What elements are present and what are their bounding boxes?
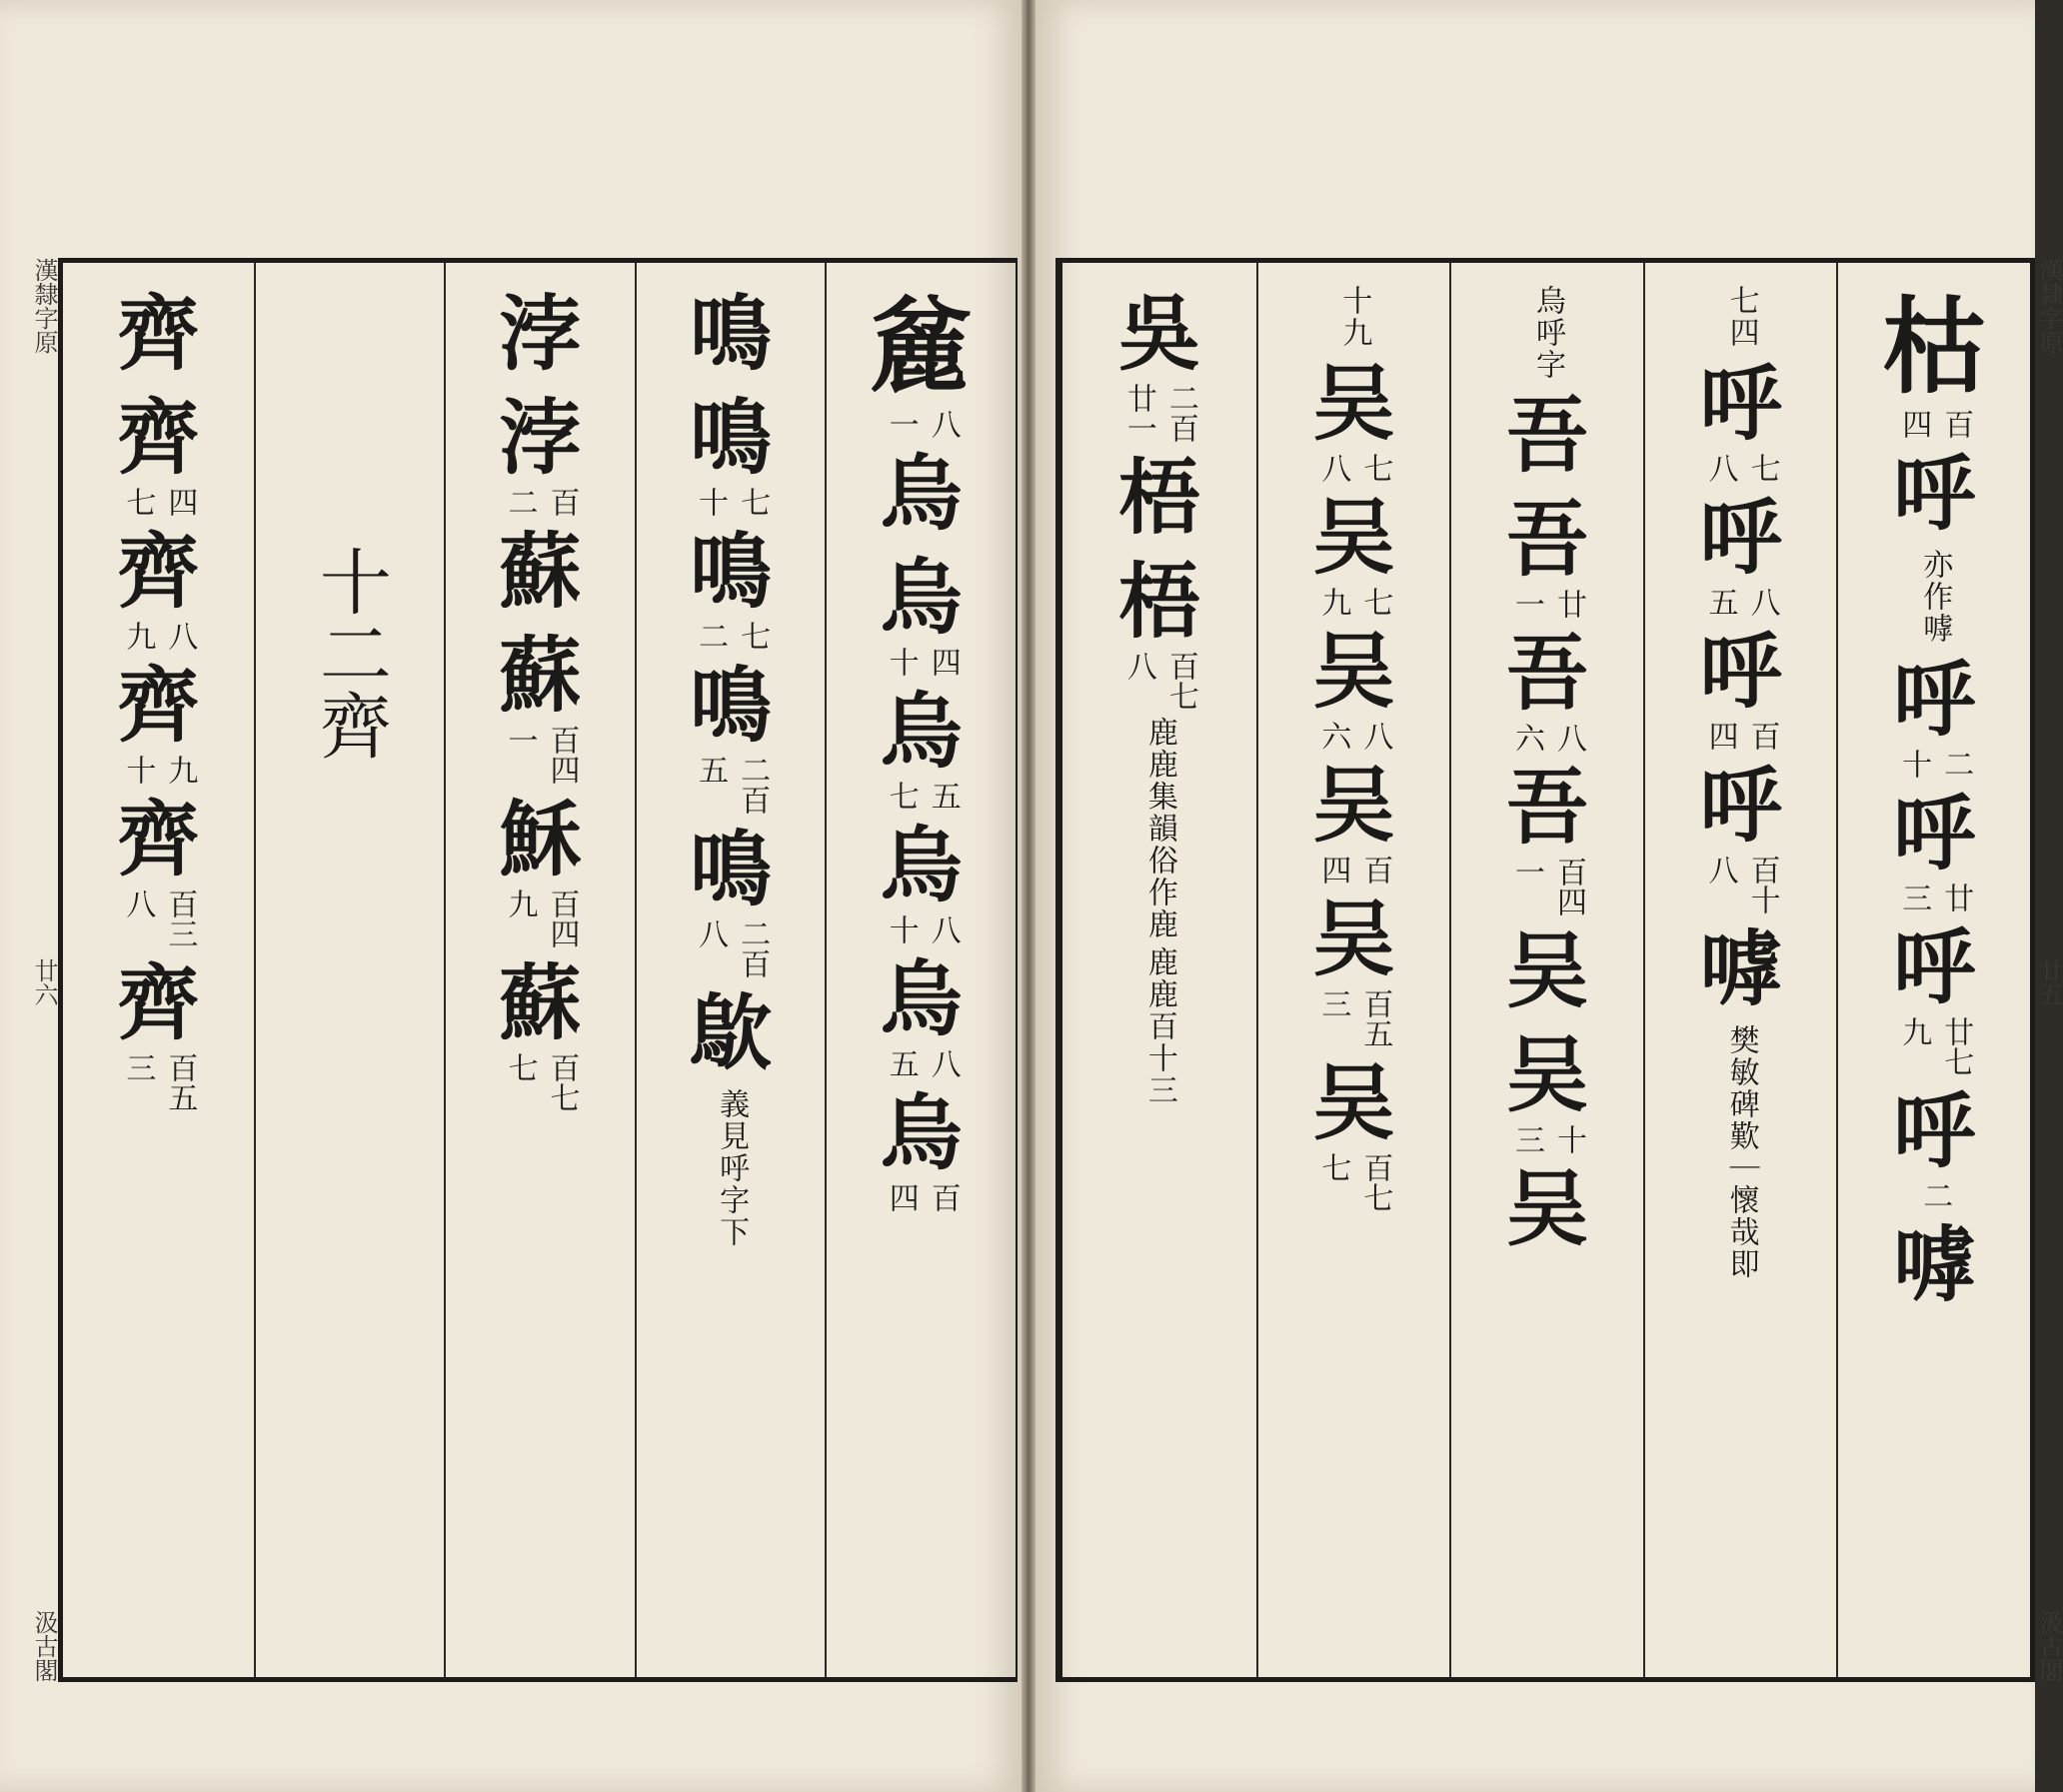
reference-digit-column: 八 [1315, 453, 1351, 483]
clerical-script-glyph: 吴 [1506, 1027, 1589, 1123]
glyph-entry [117, 389, 199, 517]
clerical-script-glyph: 梧 [1117, 450, 1200, 546]
source-reference-number [119, 889, 197, 948]
glyph-entry [690, 285, 772, 383]
clerical-script-glyph: 歍 [690, 985, 773, 1081]
glyph-entry [713, 1088, 749, 1248]
reference-digit-column: 廿 [1551, 589, 1586, 619]
glyph-entry [500, 285, 582, 383]
glyph-entry [1700, 757, 1782, 914]
clerical-script-glyph: 吴 [1506, 923, 1589, 1019]
source-reference-number [1702, 453, 1780, 483]
left-margin-page-number: 廿六 [30, 957, 58, 1006]
glyph-entry [881, 549, 963, 677]
reference-digit-column: 十 [1551, 1124, 1586, 1154]
glyph-entry [1141, 717, 1177, 940]
left-page-margin-strip [30, 258, 58, 1682]
left-page [0, 0, 1022, 1792]
annotation-note: 七四 [1723, 285, 1759, 349]
clerical-script-glyph: 呼 [1699, 490, 1782, 586]
source-reference-number [692, 621, 770, 651]
glyph-entry [1893, 785, 1975, 912]
clerical-script-glyph: 呼 [1699, 624, 1782, 720]
reference-digit-column: 百七 [1162, 651, 1198, 711]
reference-digit-column: 三 [1896, 883, 1932, 912]
reference-digit-column: 八 [120, 889, 156, 918]
reference-digit-column: 二 [1938, 749, 1974, 779]
glyph-entry [1893, 1082, 1975, 1210]
source-reference-number [1702, 855, 1780, 914]
glyph-entry [881, 950, 963, 1078]
left-page-column-1 [825, 263, 1016, 1677]
glyph-entry [305, 285, 395, 761]
source-reference-number [1120, 383, 1198, 443]
reference-digit-column: 五 [925, 781, 961, 811]
source-reference-number [1314, 1152, 1392, 1212]
glyph-entry [1506, 387, 1588, 485]
reference-digit-column: 四 [162, 487, 198, 517]
reference-digit-column: 七 [1357, 587, 1393, 617]
source-reference-number [1314, 855, 1392, 885]
clerical-script-glyph: 鳴 [690, 658, 773, 754]
clerical-script-glyph: 吾 [1506, 760, 1589, 856]
source-reference-number [883, 1048, 961, 1078]
glyph-entry [1893, 445, 1975, 543]
glyph-entry [1506, 1026, 1588, 1154]
clerical-script-glyph: 齊 [117, 390, 200, 486]
source-reference-number [883, 1182, 961, 1212]
annotation-note: 十九 [1336, 285, 1372, 349]
clerical-script-glyph: 吴 [1312, 624, 1395, 720]
reference-digit-column: 二 [1917, 1180, 1953, 1210]
right-margin-page-number: 廿五 [2035, 957, 2063, 1006]
glyph-entry [1700, 489, 1782, 617]
left-page-column-3 [444, 263, 635, 1677]
reference-digit-column: 百四 [1551, 857, 1586, 916]
reference-digit-column: 百 [544, 487, 580, 517]
reference-digit-column: 九 [502, 889, 538, 918]
source-reference-number [1702, 721, 1780, 751]
reference-digit-column: 四 [1896, 409, 1932, 439]
reference-digit-column: 三 [1315, 988, 1351, 1018]
source-reference-number [1508, 723, 1586, 753]
reference-digit-column: 百十 [1744, 855, 1780, 914]
clerical-script-glyph: 吳 [1117, 286, 1200, 382]
reference-digit-column: 四 [925, 647, 961, 677]
clerical-script-glyph: 鳴 [690, 822, 773, 917]
clerical-script-glyph: 鳴 [690, 390, 773, 486]
clerical-script-glyph: 呼 [1893, 446, 1976, 542]
glyph-entry [1312, 891, 1394, 1048]
source-reference-number [1314, 721, 1392, 751]
reference-digit-column: 八 [1702, 453, 1738, 483]
right-margin-title: 漢隸字原 [2035, 258, 2063, 354]
glyph-entry [117, 523, 199, 651]
reference-digit-column: 四 [1315, 855, 1351, 885]
source-reference-number [883, 781, 961, 811]
reference-digit-column: 十 [883, 647, 919, 677]
reference-digit-column: 六 [1509, 723, 1544, 753]
glyph-entry [881, 445, 963, 543]
reference-digit-column: 五 [693, 755, 729, 785]
clerical-script-glyph: 烏 [880, 684, 963, 780]
glyph-entry [1893, 651, 1975, 779]
reference-digit-column: 七 [735, 621, 771, 651]
source-reference-number [502, 725, 580, 785]
annotation-note: 樊敏碑歎｜懷哉即 [1723, 1024, 1759, 1280]
reference-digit-column: 七 [883, 781, 919, 811]
glyph-entry [500, 389, 582, 517]
reference-digit-column: 十 [120, 755, 156, 785]
clerical-script-glyph: 烏 [880, 446, 963, 542]
glyph-entry [1312, 757, 1394, 885]
reference-digit-column: 六 [1315, 721, 1351, 751]
reference-digit-column: 二百 [735, 918, 771, 978]
clerical-script-glyph: 吴 [1506, 1161, 1589, 1257]
reference-digit-column: 七 [735, 487, 771, 517]
glyph-entry [690, 821, 772, 978]
right-margin-press: 汲古閣 [2035, 1610, 2063, 1682]
reference-digit-column: 三 [1509, 1124, 1544, 1154]
source-reference-number [502, 1052, 580, 1112]
reference-digit-column: 十 [1896, 749, 1932, 779]
glyph-entry [1723, 1024, 1759, 1280]
right-page [1035, 0, 2063, 1792]
reference-digit-column: 七 [1357, 453, 1393, 483]
clerical-script-glyph: 浡 [499, 390, 582, 486]
source-reference-number [1916, 1180, 1952, 1210]
glyph-entry [1312, 1054, 1394, 1212]
clerical-script-glyph: 吴 [1312, 892, 1395, 987]
clerical-script-glyph: 鳴 [690, 286, 773, 382]
glyph-entry [1506, 759, 1588, 916]
right-page-column-4 [1256, 263, 1450, 1677]
glyph-entry [1506, 1160, 1588, 1258]
reference-digit-column: 八 [1744, 587, 1780, 617]
glyph-entry [500, 791, 582, 948]
glyph-entry [1118, 285, 1200, 443]
glyph-entry [1312, 355, 1394, 483]
glyph-entry [881, 1084, 963, 1212]
glyph-entry [1118, 449, 1200, 547]
clerical-script-glyph: 呼 [1893, 1083, 1976, 1179]
reference-digit-column: 一 [502, 725, 538, 755]
clerical-script-glyph: 麄 [869, 285, 974, 408]
glyph-entry [1723, 285, 1759, 349]
source-reference-number [883, 914, 961, 944]
clerical-script-glyph: 齊 [117, 286, 200, 382]
reference-digit-column: 廿 [1938, 883, 1974, 912]
clerical-script-glyph: 烏 [880, 550, 963, 646]
clerical-script-glyph: 穌 [499, 792, 582, 888]
reference-digit-column: 九 [1315, 587, 1351, 617]
source-reference-number [1702, 587, 1780, 617]
glyph-entry [690, 389, 772, 517]
reference-digit-column: 八 [1702, 855, 1738, 885]
clerical-script-glyph: 齊 [117, 524, 200, 620]
glyph-entry [1506, 625, 1588, 753]
glyph-entry [690, 523, 772, 651]
reference-digit-column: 二 [502, 487, 538, 517]
glyph-entry [1529, 285, 1565, 381]
reference-digit-column: 五 [1702, 587, 1738, 617]
glyph-entry [1312, 489, 1394, 617]
clerical-script-glyph: 蘇 [499, 955, 582, 1051]
reference-digit-column: 廿七 [1938, 1016, 1974, 1076]
reference-digit-column: 八 [1551, 723, 1586, 753]
source-reference-number [692, 487, 770, 517]
source-reference-number [1508, 1124, 1586, 1154]
reference-digit-column: 七 [502, 1052, 538, 1082]
reference-digit-column: 二 [693, 621, 729, 651]
glyph-entry [1506, 491, 1588, 619]
source-reference-number [1895, 409, 1973, 439]
glyph-entry [1700, 623, 1782, 751]
clerical-script-glyph: 嘑 [1699, 921, 1782, 1017]
reference-digit-column: 八 [693, 918, 729, 948]
reference-digit-column: 五 [883, 1048, 919, 1078]
reference-digit-column: 四 [1702, 721, 1738, 751]
clerical-script-glyph: 梧 [1117, 554, 1200, 650]
glyph-entry [690, 657, 772, 815]
clerical-script-glyph: 枯 [1882, 285, 1987, 408]
source-reference-number [119, 1052, 197, 1112]
reference-digit-column: 八 [162, 621, 198, 651]
glyph-entry [117, 954, 199, 1112]
right-page-column-5 [1062, 263, 1256, 1677]
annotation-note: 義見呼字下 [714, 1088, 750, 1248]
glyph-entry [117, 791, 199, 948]
clerical-script-glyph: 呼 [1893, 652, 1976, 748]
reference-digit-column: 九 [120, 621, 156, 651]
glyph-entry [1335, 285, 1371, 349]
glyph-entry [1312, 623, 1394, 751]
clerical-script-glyph: 浡 [499, 286, 582, 382]
reference-digit-column: 八 [925, 409, 961, 439]
clerical-script-glyph: 齊 [117, 955, 200, 1051]
annotation-note: 鹿鹿集韻俗作鹿 [1141, 717, 1177, 940]
glyph-entry [1506, 922, 1588, 1020]
glyph-entry [500, 954, 582, 1112]
clerical-script-glyph: 烏 [880, 818, 963, 913]
reference-digit-column: 七 [120, 487, 156, 517]
reference-digit-column: 二百 [735, 755, 771, 815]
clerical-script-glyph: 吴 [1312, 758, 1395, 854]
reference-digit-column: 三 [120, 1052, 156, 1082]
source-reference-number [119, 621, 197, 651]
glyph-entry [881, 817, 963, 944]
reference-digit-column: 七 [1744, 453, 1780, 483]
glyph-entry [1916, 549, 1952, 645]
left-page-column-2 [635, 263, 826, 1677]
source-reference-number [119, 755, 197, 785]
annotation-note: 鹿鹿百十三 [1141, 946, 1177, 1106]
glyph-entry [500, 523, 582, 621]
clerical-script-glyph: 呼 [1699, 356, 1782, 452]
left-margin-title: 漢隸字原 [30, 258, 58, 354]
reference-digit-column: 百四 [544, 725, 580, 785]
glyph-entry [1700, 920, 1782, 1018]
clerical-script-glyph: 吴 [1312, 356, 1395, 452]
reference-digit-column: 百四 [544, 889, 580, 948]
reference-digit-column: 七 [1315, 1152, 1351, 1182]
reference-digit-column: 一 [883, 409, 919, 439]
reference-digit-column: 百七 [1357, 1152, 1393, 1212]
source-reference-number [1895, 1016, 1973, 1076]
glyph-entry [500, 627, 582, 785]
clerical-script-glyph: 吾 [1506, 492, 1589, 588]
clerical-script-glyph: 鳴 [690, 524, 773, 620]
clerical-script-glyph: 烏 [880, 951, 963, 1047]
rhyme-section-heading: 十二齊 [307, 545, 392, 761]
reference-digit-column: 十 [883, 914, 919, 944]
book-gutter [1022, 0, 1035, 1792]
reference-digit-column: 百七 [544, 1052, 580, 1112]
source-reference-number [1508, 589, 1586, 619]
right-page-frame [1055, 258, 2035, 1682]
clerical-script-glyph: 齊 [117, 792, 200, 888]
clerical-script-glyph: 吴 [1312, 490, 1395, 586]
source-reference-number [1120, 651, 1198, 711]
annotation-note: 烏呼字 [1530, 285, 1566, 381]
right-page-column-3 [1449, 263, 1643, 1677]
glyph-entry [870, 285, 974, 439]
source-reference-number [1314, 587, 1392, 617]
source-reference-number [692, 755, 770, 815]
reference-digit-column: 百 [1744, 721, 1780, 751]
clerical-script-glyph: 蘇 [499, 524, 582, 620]
left-margin-press: 汲古閣 [30, 1610, 58, 1682]
reference-digit-column: 八 [925, 1048, 961, 1078]
reference-digit-column: 四 [883, 1182, 919, 1212]
clerical-script-glyph: 吾 [1506, 388, 1589, 484]
glyph-entry [690, 984, 772, 1082]
glyph-entry [1141, 946, 1177, 1106]
source-reference-number [883, 647, 961, 677]
source-reference-number [502, 487, 580, 517]
source-reference-number [1895, 883, 1973, 912]
clerical-script-glyph: 齊 [117, 658, 200, 754]
reference-digit-column: 九 [162, 755, 198, 785]
source-reference-number [1508, 857, 1586, 916]
reference-digit-column: 百三 [162, 889, 198, 948]
glyph-entry [1700, 355, 1782, 483]
reference-digit-column: 廿一 [1120, 383, 1156, 443]
left-page-frame [58, 258, 1018, 1682]
source-reference-number [692, 918, 770, 978]
clerical-script-glyph: 吾 [1506, 626, 1589, 722]
clerical-script-glyph: 呼 [1893, 786, 1976, 882]
source-reference-number [119, 487, 197, 517]
source-reference-number [1314, 453, 1392, 483]
source-reference-number [1314, 988, 1392, 1048]
reference-digit-column: 九 [1896, 1016, 1932, 1046]
left-page-column-5 [63, 263, 254, 1677]
glyph-entry [117, 657, 199, 785]
right-page-column-1 [1836, 263, 2030, 1677]
glyph-entry [1118, 553, 1200, 711]
source-reference-number [502, 889, 580, 948]
reference-digit-column: 一 [1509, 589, 1544, 619]
reference-digit-column: 十 [693, 487, 729, 517]
reference-digit-column: 二百 [1162, 383, 1198, 443]
reference-digit-column: 百五 [1357, 988, 1393, 1048]
reference-digit-column: 百 [1357, 855, 1393, 885]
source-reference-number [1895, 749, 1973, 779]
clerical-script-glyph: 呼 [1699, 758, 1782, 854]
glyph-entry [117, 285, 199, 383]
right-page-column-2 [1643, 263, 1837, 1677]
clerical-script-glyph: 呼 [1893, 919, 1976, 1015]
annotation-note: 亦作嘑 [1917, 549, 1953, 645]
right-page-margin-strip [2035, 258, 2063, 1682]
left-page-column-4 [254, 263, 445, 1677]
reference-digit-column: 百 [1938, 409, 1974, 439]
reference-digit-column: 八 [1357, 721, 1393, 751]
glyph-entry [1882, 285, 1986, 439]
reference-digit-column: 百 [925, 1182, 961, 1212]
clerical-script-glyph: 嘑 [1893, 1217, 1976, 1313]
source-reference-number [883, 409, 961, 439]
clerical-script-glyph: 吴 [1312, 1055, 1395, 1151]
reference-digit-column: 百五 [162, 1052, 198, 1112]
reference-digit-column: 八 [1120, 651, 1156, 681]
glyph-entry [881, 683, 963, 811]
glyph-entry [1893, 1216, 1975, 1314]
glyph-entry [1893, 918, 1975, 1076]
reference-digit-column: 一 [1509, 857, 1544, 887]
reference-digit-column: 八 [925, 914, 961, 944]
clerical-script-glyph: 蘇 [499, 628, 582, 724]
clerical-script-glyph: 烏 [880, 1085, 963, 1181]
